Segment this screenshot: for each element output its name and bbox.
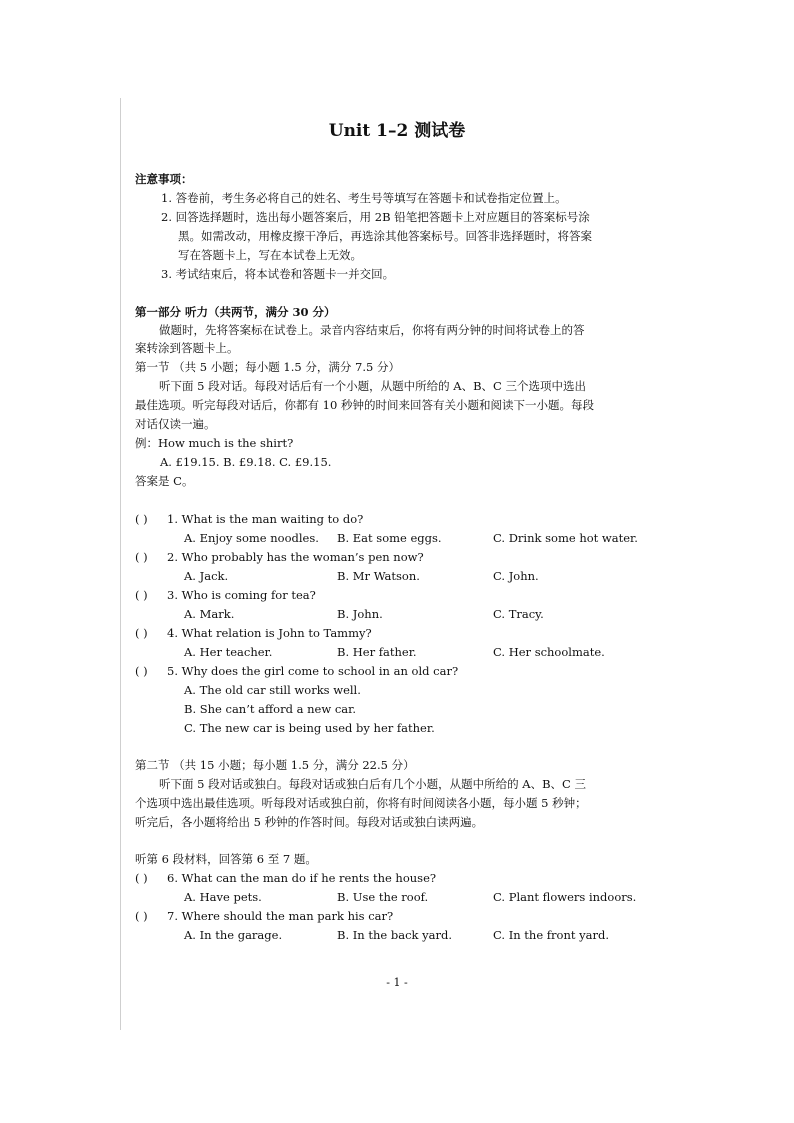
q3-option-c: C. Tracy. — [493, 607, 544, 621]
example-question: 例：How much is the shirt? — [135, 436, 294, 450]
q2-option-b: B. Mr Watson. — [337, 569, 420, 583]
section1-heading: 第一节 （共 5 小题；每小题 1.5 分，满分 7.5 分） — [135, 360, 400, 374]
answer-blank[interactable]: ( ) — [135, 512, 148, 526]
q2-option-c: C. John. — [493, 569, 539, 583]
example-options: A. £19.15. B. £9.18. C. £9.15. — [160, 455, 332, 469]
q3-option-b: B. John. — [337, 607, 383, 621]
question-6: 6. What can the man do if he rents the house? — [167, 871, 437, 885]
part1-intro-line: 做题时，先将答案标在试卷上。录音内容结束后，你将有两分钟的时间将试卷上的答 — [159, 323, 585, 337]
question-3: 3. Who is coming for tea? — [167, 588, 316, 602]
notice-item: 2. 回答选择题时，选出每小题答案后，用 2B 铅笔把答题卡上对应题目的答案标号涂 — [161, 210, 590, 224]
notice-item: 1. 答卷前，考生务必将自己的姓名、考生号等填写在答题卡和试卷指定位置上。 — [161, 191, 567, 205]
q1-option-a: A. Enjoy some noodles. — [184, 531, 319, 545]
q7-option-c: C. In the front yard. — [493, 928, 610, 942]
question-1: 1. What is the man waiting to do? — [167, 512, 364, 526]
section2-intro-line: 听完后，各小题将给出 5 秒钟的作答时间。每段对话或独白读两遍。 — [135, 815, 484, 829]
page-title: Unit 1–2 测试卷 — [328, 121, 466, 141]
answer-blank[interactable]: ( ) — [135, 626, 148, 640]
q5-option-b: B. She can’t afford a new car. — [184, 702, 357, 716]
q5-option-a: A. The old car still works well. — [184, 683, 361, 697]
material-6-instruction: 听第 6 段材料，回答第 6 至 7 题。 — [135, 852, 317, 866]
notice-item: 3. 考试结束后，将本试卷和答题卡一并交回。 — [161, 267, 395, 281]
q1-option-c: C. Drink some hot water. — [493, 531, 638, 545]
section1-intro-line: 对话仅读一遍。 — [135, 417, 216, 431]
q4-option-a: A. Her teacher. — [184, 645, 273, 659]
answer-blank[interactable]: ( ) — [135, 588, 148, 602]
answer-blank[interactable]: ( ) — [135, 550, 148, 564]
part1-intro-line: 案转涂到答题卡上。 — [135, 341, 239, 355]
notice-item: 写在答题卡上，写在本试卷上无效。 — [178, 248, 362, 262]
notice-item: 黑。如需改动，用橡皮擦干净后，再选涂其他答案标号。回答非选择题时，将答案 — [178, 229, 592, 243]
question-5: 5. Why does the girl come to school in an old car? — [167, 664, 459, 678]
part1-heading: 第一部分 听力（共两节，满分 30 分） — [135, 305, 336, 319]
question-2: 2. Who probably has the woman’s pen now? — [167, 550, 424, 564]
q6-option-a: A. Have pets. — [184, 890, 262, 904]
section2-heading: 第二节 （共 15 小题；每小题 1.5 分，满分 22.5 分） — [135, 758, 415, 772]
q4-option-c: C. Her schoolmate. — [493, 645, 605, 659]
q2-option-a: A. Jack. — [184, 569, 229, 583]
q7-option-b: B. In the back yard. — [337, 928, 453, 942]
section2-intro-line: 听下面 5 段对话或独白。每段对话或独白后有几个小题，从题中所给的 A、B、C 三 — [159, 777, 586, 791]
question-7: 7. Where should the man park his car? — [167, 909, 394, 923]
question-4: 4. What relation is John to Tammy? — [167, 626, 372, 640]
notice-heading: 注意事项： — [135, 172, 193, 186]
page-number: - 1 - — [386, 976, 408, 989]
margin-line — [120, 98, 121, 1030]
q6-option-b: B. Use the roof. — [337, 890, 429, 904]
q7-option-a: A. In the garage. — [184, 928, 283, 942]
answer-blank[interactable]: ( ) — [135, 871, 148, 885]
section1-intro-line: 最佳选项。听完每段对话后，你都有 10 秒钟的时间来回答有关小题和阅读下一小题。每段 — [135, 398, 594, 412]
q3-option-a: A. Mark. — [184, 607, 235, 621]
q5-option-c: C. The new car is being used by her father. — [184, 721, 435, 735]
example-answer: 答案是 C。 — [135, 474, 194, 488]
section2-intro-line: 个选项中选出最佳选项。听每段对话或独白前，你将有时间阅读各小题，每小题 5 秒钟； — [135, 796, 587, 810]
q6-option-c: C. Plant flowers indoors. — [493, 890, 637, 904]
q4-option-b: B. Her father. — [337, 645, 417, 659]
section1-intro-line: 听下面 5 段对话。每段对话后有一个小题，从题中所给的 A、B、C 三个选项中选出 — [159, 379, 586, 393]
answer-blank[interactable]: ( ) — [135, 909, 148, 923]
answer-blank[interactable]: ( ) — [135, 664, 148, 678]
q1-option-b: B. Eat some eggs. — [337, 531, 442, 545]
